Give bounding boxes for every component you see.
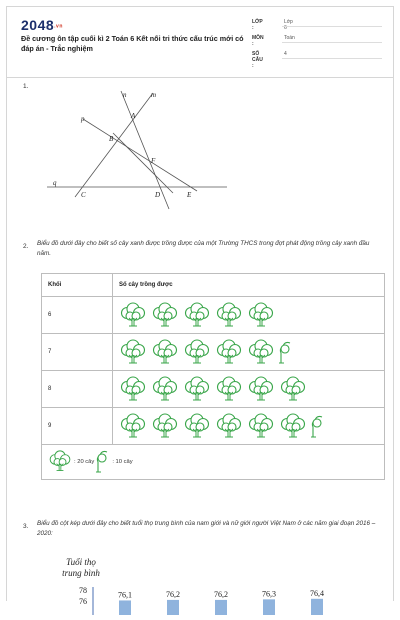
half-tree-icon	[279, 339, 293, 365]
chart-ylabel-line2: trung bình	[62, 568, 100, 578]
tree-icon	[119, 413, 147, 439]
legend-half-label: : 10 cây	[112, 459, 133, 465]
question-3-number: 3.	[23, 523, 29, 530]
question-2-number: 2.	[23, 243, 29, 250]
document-title: Đề cương ôn tập cuối kì 2 Toán 6 Kết nối tri thức cấu trúc mới có đáp án - Trắc nghiệm	[21, 34, 244, 53]
chart-y-tick-label: 78	[79, 586, 87, 595]
chart-bar	[119, 600, 131, 615]
half-tree-icon	[311, 413, 325, 439]
document-page	[6, 6, 394, 606]
pictograph-header-row	[42, 274, 385, 297]
line-n	[121, 91, 169, 209]
tree-icon	[279, 376, 307, 402]
svg-text:D: D	[155, 191, 161, 199]
tree-icon	[247, 339, 275, 365]
svg-text:A: A	[131, 112, 136, 120]
line-bd	[113, 133, 173, 193]
tree-icon	[247, 302, 275, 328]
tree-icon	[151, 302, 179, 328]
document-header: 2048.vn Đề cương ôn tập cuối kì 2 Toán 6 Kết nối tri thức cấu trúc mới có đáp án - Trắc nghiệm LỚP : Lớp 6 MÔN : Toán SỐ CÂU : 4	[7, 7, 393, 78]
question-2-text: Biểu đồ dưới đây cho biết số cây xanh được trồng được của một Trường THCS trong đợt phát động trồng cây xanh đầu năm.	[37, 240, 370, 257]
tree-icon	[247, 376, 275, 402]
chart-data-label: 76,1	[118, 590, 132, 600]
question-3-text: Biểu đồ cột kép dưới đây cho biết tuổi thọ trung bình của nam giới và nữ giới người Việt Nam ở các năm giai đoạn 2016 – 2020:	[37, 520, 376, 537]
chart-y-tick-label: 76	[79, 597, 87, 606]
svg-text:p: p	[81, 115, 85, 123]
tree-icon	[183, 339, 211, 365]
line-m	[75, 93, 153, 197]
site-logo[interactable]: 2048.vn	[21, 17, 63, 33]
tree-icon	[215, 413, 243, 439]
svg-text:F: F	[151, 157, 156, 165]
chart-svg	[47, 555, 385, 615]
question-1-number: 1.	[23, 83, 29, 90]
chart-data-label: 76,3	[262, 589, 276, 599]
table-row: 8	[42, 371, 385, 408]
tree-icon	[151, 413, 179, 439]
table-row: 7	[42, 334, 385, 371]
tree-icon	[151, 339, 179, 365]
tree-icon	[119, 339, 147, 365]
question-1-geometry-figure	[47, 85, 237, 210]
svg-text:q: q	[53, 179, 57, 187]
chart-bar	[263, 599, 275, 615]
tree-icon	[119, 302, 147, 328]
tree-icon	[279, 413, 307, 439]
table-row: 9	[42, 408, 385, 445]
tree-icon	[215, 376, 243, 402]
chart-bar	[215, 600, 227, 615]
col-trees-header: Số cây trồng được	[113, 274, 385, 297]
svg-text:m: m	[151, 91, 157, 99]
chart-ylabel-line1: Tuổi thọ	[66, 557, 96, 567]
line-p	[83, 119, 197, 191]
svg-text:C: C	[81, 191, 86, 199]
table-row: 6	[42, 297, 385, 334]
svg-text:n: n	[123, 91, 127, 99]
chart-data-label: 76,2	[214, 589, 228, 599]
tree-icon	[215, 339, 243, 365]
tree-icon	[215, 302, 243, 328]
tree-icon	[183, 302, 211, 328]
legend-full-label: : 20 cây	[74, 459, 95, 465]
tree-icons-row	[119, 413, 378, 439]
tree-icons-row	[119, 339, 378, 365]
tree-icons-row	[119, 376, 378, 402]
pictograph-legend-row	[42, 445, 385, 480]
svg-text:B: B	[109, 135, 114, 143]
svg-text:E: E	[187, 191, 192, 199]
life-expectancy-chart	[47, 555, 385, 615]
chart-data-label: 76,4	[310, 588, 324, 598]
chart-bar	[167, 600, 179, 615]
col-grade-header: Khối	[42, 274, 113, 297]
pictograph-legend	[48, 448, 378, 476]
tree-icon	[247, 413, 275, 439]
chart-bar	[311, 599, 323, 615]
half-tree-icon	[96, 448, 110, 476]
tree-icon	[151, 376, 179, 402]
tree-icon	[183, 413, 211, 439]
tree-icons-row	[119, 302, 378, 328]
pictograph-table	[41, 273, 385, 480]
tree-icon	[119, 376, 147, 402]
chart-data-label: 76,2	[166, 589, 180, 599]
tree-icon	[183, 376, 211, 402]
tree-icon	[48, 450, 72, 474]
